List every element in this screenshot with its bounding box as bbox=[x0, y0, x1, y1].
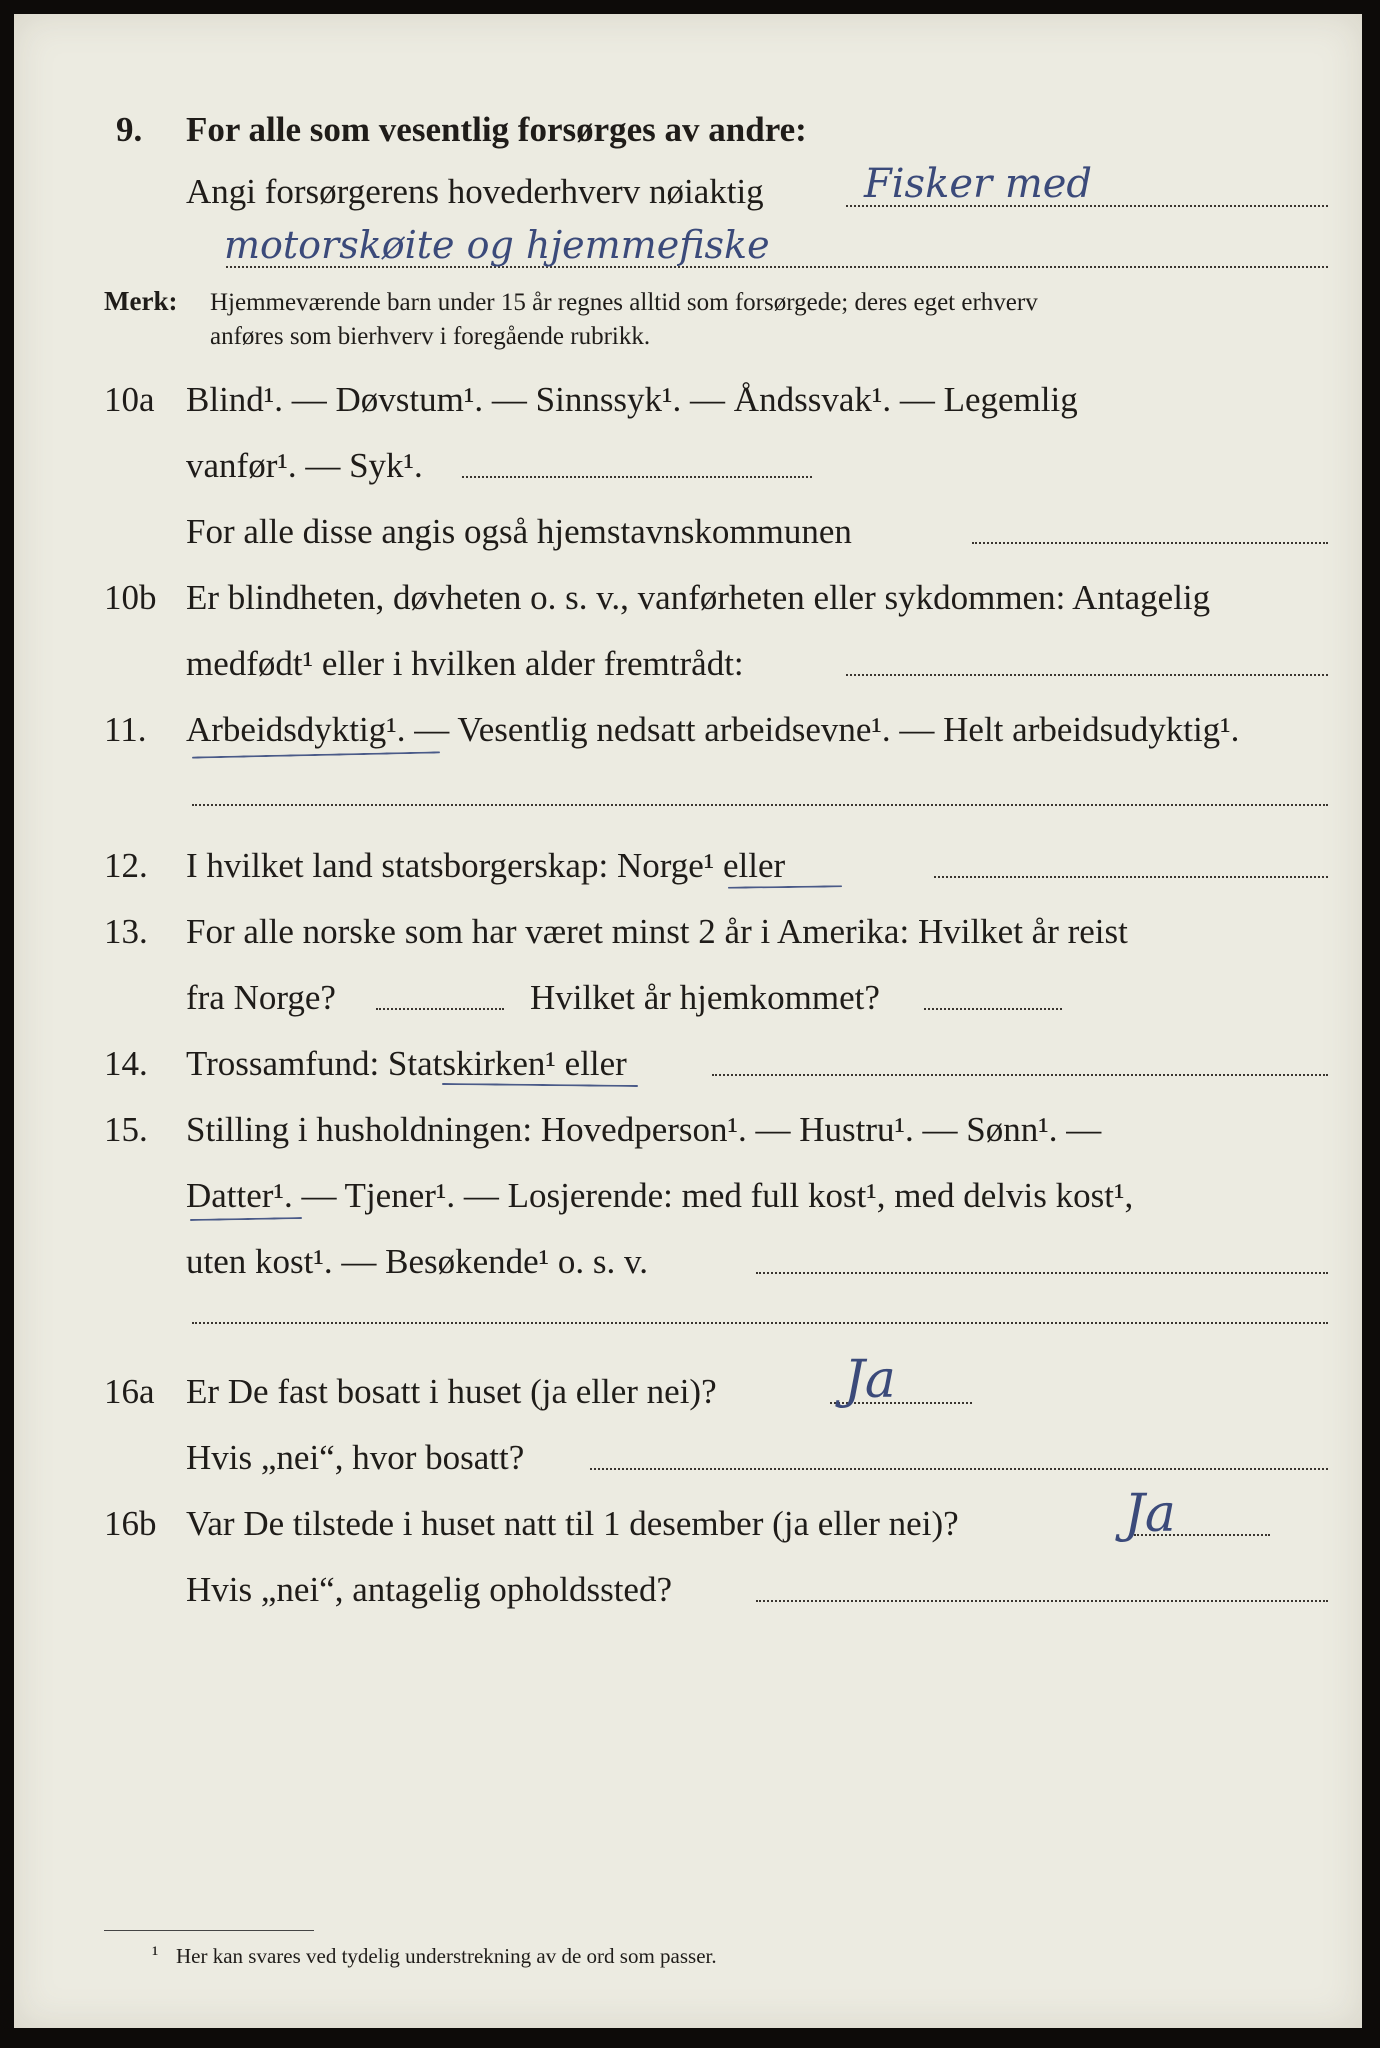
q13-answer-line-1 bbox=[376, 1008, 504, 1010]
footnote-rule bbox=[104, 1930, 314, 1931]
q16a-line-1: Er De fast bosatt i huset (ja eller nei)? bbox=[186, 1372, 717, 1411]
q13-number: 13. bbox=[104, 912, 148, 951]
q14-underline-statskirken bbox=[442, 1083, 638, 1087]
q11-answer-line bbox=[192, 804, 1328, 806]
q15-underline-datter bbox=[190, 1217, 302, 1221]
footnote-mark: ¹ bbox=[152, 1942, 159, 1966]
q10a-number: 10a bbox=[104, 380, 155, 419]
q9-number: 9. bbox=[116, 110, 143, 149]
q12-number: 12. bbox=[104, 846, 148, 885]
q15-line-2: Datter¹. — Tjener¹. — Losjerende: med full kost¹, med delvis kost¹, bbox=[186, 1176, 1134, 1215]
q16b-handwritten-answer: Ja bbox=[1124, 1484, 1176, 1544]
q9-handwritten-answer-2: motorskøite og hjemmefiske bbox=[224, 223, 770, 267]
q16b-line-1: Var De tilstede i huset natt til 1 desember (ja eller nei)? bbox=[186, 1504, 959, 1543]
q12-answer-line bbox=[934, 876, 1328, 878]
merk-line-2: anføres som bierhverv i foregående rubrikk. bbox=[210, 323, 651, 350]
q15-line-3: uten kost¹. — Besøkende¹ o. s. v. bbox=[186, 1242, 649, 1281]
q12-underline-norge bbox=[728, 885, 842, 889]
q16a-handwritten-answer: Ja bbox=[844, 1350, 896, 1410]
q10b-line-1: Er blindheten, døvheten o. s. v., vanførheten eller sykdommen: Antagelig bbox=[186, 578, 1211, 617]
form-page bbox=[14, 14, 1362, 2028]
q10b-number: 10b bbox=[104, 578, 157, 617]
q16b-answer-line-2 bbox=[756, 1600, 1328, 1602]
merk-label: Merk: bbox=[104, 286, 178, 316]
q12-line-1: I hvilket land statsborgerskap: Norge¹ eller bbox=[186, 846, 786, 885]
q16b-number: 16b bbox=[104, 1504, 157, 1543]
q11-underline-arbeidsdyktig bbox=[192, 751, 440, 758]
q11-number: 11. bbox=[104, 710, 147, 749]
q13-line-2b: Hvilket år hjemkommet? bbox=[530, 978, 880, 1017]
q10a-line-1: Blind¹. — Døvstum¹. — Sinnssyk¹. — Åndssvak¹. — Legemlig bbox=[186, 380, 1078, 419]
footnote-text: Her kan svares ved tydelig understrekning av de ord som passer. bbox=[176, 1944, 717, 1968]
q9-text: Angi forsørgerens hovederhverv nøiaktig bbox=[186, 172, 764, 211]
q10b-line-2: medfødt¹ eller i hvilken alder fremtrådt: bbox=[186, 644, 744, 683]
q15-answer-line-2 bbox=[192, 1322, 1328, 1324]
q10a-line-3: For alle disse angis også hjemstavnskommunen bbox=[186, 512, 852, 551]
q16b-line-2: Hvis „nei“, antagelig opholdssted? bbox=[186, 1570, 672, 1609]
q10b-answer-line bbox=[846, 674, 1328, 676]
q11-line-1: Arbeidsdyktig¹. — Vesentlig nedsatt arbeidsevne¹. — Helt arbeidsudyktig¹. bbox=[186, 710, 1240, 749]
merk-line-1: Hjemmeværende barn under 15 år regnes alltid som forsørgede; deres eget erhverv bbox=[210, 289, 1038, 316]
q10a-answer-line-2 bbox=[972, 542, 1328, 544]
q16a-number: 16a bbox=[104, 1372, 155, 1411]
q14-line-1: Trossamfund: Statskirken¹ eller bbox=[186, 1044, 627, 1083]
q9-handwritten-answer-1: Fisker med bbox=[864, 161, 1093, 207]
q16a-line-2: Hvis „nei“, hvor bosatt? bbox=[186, 1438, 525, 1477]
q14-number: 14. bbox=[104, 1044, 148, 1083]
q15-number: 15. bbox=[104, 1110, 148, 1149]
q14-answer-line bbox=[712, 1074, 1328, 1076]
q9-title: For alle som vesentlig forsørges av andre: bbox=[186, 110, 807, 149]
q10a-answer-line-1 bbox=[462, 476, 812, 478]
q13-line-2a: fra Norge? bbox=[186, 978, 336, 1017]
q13-line-1: For alle norske som har været minst 2 år i Amerika: Hvilket år reist bbox=[186, 912, 1128, 951]
q15-line-1: Stilling i husholdningen: Hovedperson¹. — Hustru¹. — Sønn¹. — bbox=[186, 1110, 1102, 1149]
q13-answer-line-2 bbox=[924, 1008, 1062, 1010]
q10a-line-2: vanfør¹. — Syk¹. bbox=[186, 446, 423, 485]
q15-answer-line-1 bbox=[756, 1272, 1328, 1274]
q16a-answer-line-2 bbox=[590, 1468, 1328, 1470]
